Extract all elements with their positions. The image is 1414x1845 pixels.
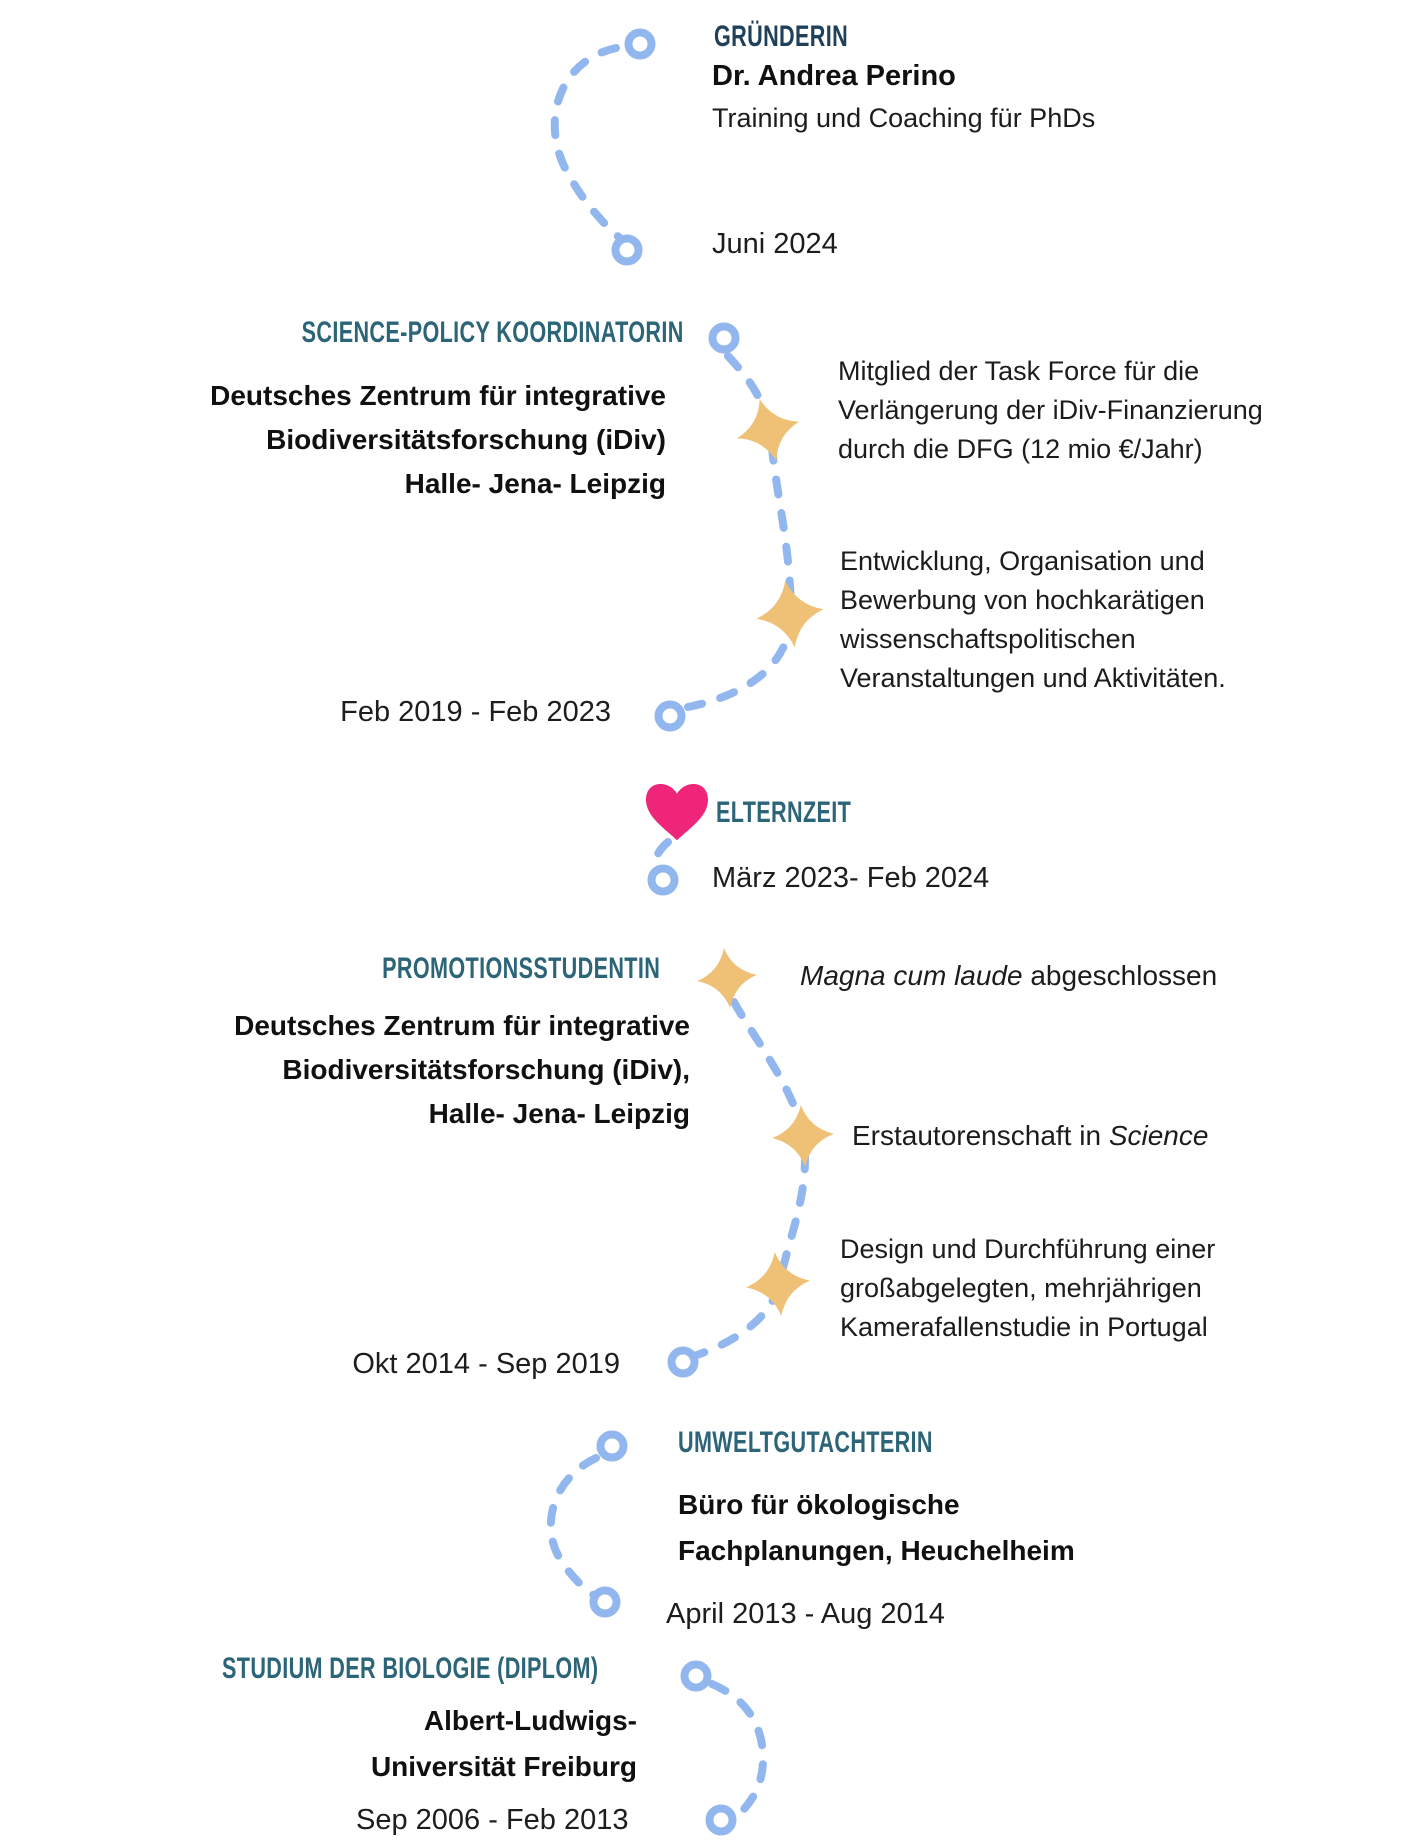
timeline-node-icon <box>713 327 736 350</box>
phd-organisation <box>234 1004 690 1136</box>
phd-date: Okt 2014 - Sep 2019 <box>352 1348 620 1380</box>
heart-icon <box>646 784 708 840</box>
science-policy-date: Feb 2019 - Feb 2023 <box>340 696 611 728</box>
organisation-line: Albert-Ludwigs- <box>423 1705 637 1736</box>
highlight-line: Design und Durchführung einer <box>840 1234 1216 1264</box>
section-title-phd <box>274 952 660 986</box>
timeline-dash-segment-4 <box>694 1002 805 1356</box>
timeline-node-icon <box>672 1351 695 1374</box>
science-policy-highlight-1 <box>838 352 1263 469</box>
timeline-node-icon <box>652 869 675 892</box>
sparkle-star-icon <box>743 1249 814 1320</box>
organisation-line: Fachplanungen, Heuchelheim <box>678 1535 1075 1566</box>
organisation-line: Universität Freiburg <box>370 1751 637 1782</box>
highlight-line: Entwicklung, Organisation und <box>840 546 1205 576</box>
founder-subtitle: Training und Coaching für PhDs <box>712 103 1096 133</box>
section-title-text: ELTERNZEIT <box>716 796 852 829</box>
highlight-line: großabgelegten, mehrjährigen <box>840 1273 1202 1303</box>
parental-leave-date: März 2023- Feb 2024 <box>712 862 990 894</box>
consultant-organisation <box>678 1482 1075 1574</box>
timeline-dash-segment-1 <box>555 48 621 239</box>
timeline-node-icon <box>710 1809 733 1832</box>
section-title-studies <box>222 1652 745 1686</box>
timeline-node-icon <box>616 239 639 262</box>
sparkle-star-icon <box>694 945 760 1011</box>
sparkle-star-icon <box>770 1103 836 1169</box>
organisation-line: Halle- Jena- Leipzig <box>428 1098 690 1129</box>
timeline-dash-segment-5 <box>551 1458 598 1598</box>
science-policy-organisation <box>210 374 666 506</box>
section-title-text: PROMOTIONSSTUDENTIN <box>381 952 660 985</box>
organisation-line: Biodiversitätsforschung (iDiv) <box>266 424 666 455</box>
timeline-node-icon <box>601 1435 624 1458</box>
founder-date: Juni 2024 <box>712 228 838 260</box>
highlight-line: Verlängerung der iDiv-Finanzierung <box>838 395 1263 425</box>
phd-highlight-2 <box>852 1120 1208 1152</box>
phd-highlight-3 <box>840 1230 1215 1347</box>
timeline-node-icon <box>594 1591 617 1614</box>
organisation-line: Halle- Jena- Leipzig <box>404 468 666 499</box>
timeline-dash-segment-2 <box>688 356 791 707</box>
highlight-line: Mitglied der Task Force für die <box>838 356 1200 386</box>
highlight-text-part: Erstautorenschaft in <box>852 1120 1109 1151</box>
organisation-line: Deutsches Zentrum für integrative <box>210 380 666 411</box>
highlight-italic-part: Science <box>1108 1120 1209 1151</box>
science-policy-highlight-2 <box>840 542 1226 698</box>
timeline-dash-segment-6 <box>712 1684 763 1820</box>
organisation-line: Deutsches Zentrum für integrative <box>234 1010 690 1041</box>
timeline-node-icon <box>629 33 652 56</box>
consultant-date: April 2013 - Aug 2014 <box>666 1598 945 1630</box>
section-title-text: SCIENCE-POLICY KOORDINATORIN <box>301 316 684 349</box>
highlight-italic-part: Magna cum laude <box>800 960 1023 991</box>
section-title-text: STUDIUM DER BIOLOGIE (DIPLOM) <box>222 1652 599 1685</box>
highlight-text-part: abgeschlossen <box>1022 960 1218 991</box>
section-title-science-policy <box>153 316 684 350</box>
section-title-parental-leave <box>716 796 904 830</box>
highlight-line: durch die DFG (12 mio €/Jahr) <box>838 434 1203 464</box>
section-title-text: GRÜNDERIN <box>714 20 849 53</box>
section-title-founder <box>714 20 900 54</box>
section-title-consultant <box>678 1426 1032 1460</box>
organisation-line: Büro für ökologische <box>678 1489 960 1520</box>
studies-date: Sep 2006 - Feb 2013 <box>356 1804 629 1836</box>
phd-highlight-1 <box>800 960 1217 992</box>
section-title-text: UMWELTGUTACHTERIN <box>678 1426 933 1459</box>
timeline-node-icon <box>659 705 682 728</box>
highlight-line: Veranstaltungen und Aktivitäten. <box>840 663 1226 693</box>
studies-organisation <box>371 1698 637 1790</box>
highlight-line: Bewerbung von hochkarätigen <box>840 585 1205 615</box>
organisation-line: Biodiversitätsforschung (iDiv), <box>282 1054 690 1085</box>
person-name: Dr. Andrea Perino <box>712 60 956 92</box>
sparkle-star-icon <box>729 391 808 470</box>
highlight-line: wissenschaftspolitischen <box>840 624 1136 654</box>
highlight-line: Kamerafallenstudie in Portugal <box>840 1312 1208 1342</box>
